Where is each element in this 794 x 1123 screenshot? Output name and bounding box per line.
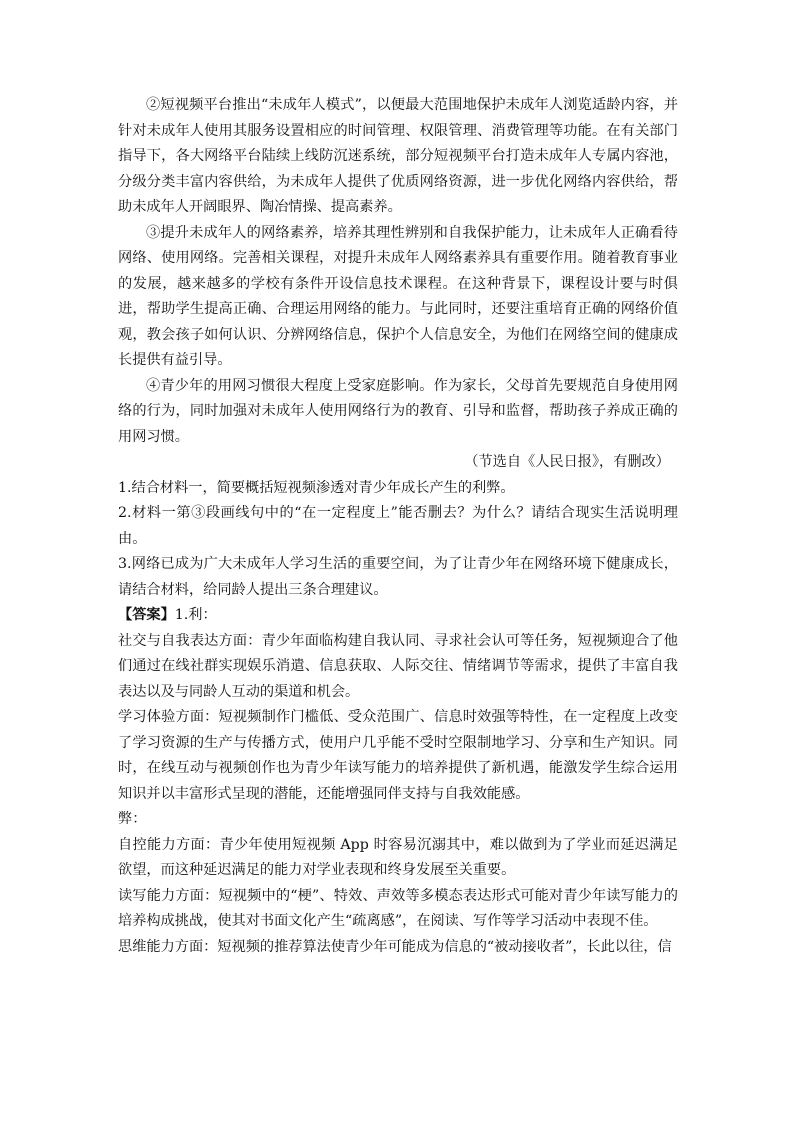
question-3: 3.网络已成为广大未成年人学习生活的重要空间，为了让青少年在网络环境下健康成长，请结合材料，给同龄人提出三条合理建议。	[118, 556, 678, 598]
answer-reading: 读写能力方面：短视频中的“梗”、特效、声效等多模态表达形式可能对青少年读写能力的培养构成挑战，使其对书面文化产生“疏离感”，在阅读、写作等学习活动中表现不佳。	[118, 887, 678, 929]
answer-thinking: 思维能力方面：短视频的推荐算法使青少年可能成为信息的“被动接收者”，长此以往，信	[118, 938, 672, 955]
answer-tag: 【答案】	[118, 607, 175, 623]
answer-harm-heading: 弊：	[118, 811, 147, 827]
paragraph-2: ②短视频平台推出“未成年人模式”，以便最大范围地保护未成年人浏览适龄内容，并针对未成年人使用其服务设置相应的时间管理、权限管理、消费管理等功能。在有关部门指导下，各大网络平台陆续上线防沉迷系统，部分短视频平台打造未成年人专属内容池，分级分类丰富内容供给，为未成年人提供了优质网络资源，进一步优化网络内容供给，帮助未成年人开阔眼界、陶冶情操、提高素养。	[118, 97, 678, 215]
answer-social: 社交与自我表达方面：青少年面临构建自我认同、寻求社会认可等任务，短视频迎合了他们通过在线社群实现娱乐消遣、信息获取、人际交往、情绪调节等需求，提供了丰富自我表达以及与同龄人互动的渠道和机会。	[118, 632, 678, 700]
answer-study: 学习体验方面：短视频制作门槛低、受众范围广、信息时效强等特性，在一定程度上改变了学习资源的生产与传播方式，使用户几乎能不受时空限制地学习、分享和生产知识。同时，在线互动与视频创作也为青少年读写能力的培养提供了新机遇，能激发学生综合运用知识并以丰富形式呈现的潜能，还能增强同伴支持与自我效能感。	[118, 709, 678, 802]
answer-header	[118, 603, 678, 629]
answer-self-control: 自控能力方面：青少年使用短视频 App 时容易沉溺其中，难以做到为了学业而延迟满足欲望，而这种延迟满足的能力对学业表现和终身发展至关重要。	[118, 836, 678, 878]
paragraph-3: ③提升未成年人的网络素养，培养其理性辨别和自我保护能力，让未成年人正确看待网络、使用网络。完善相关课程，对提升未成年人网络素养具有重要作用。随着教育事业的发展，越来越多的学校有条件开设信息技术课程。在这种背景下，课程设计要与时俱进，帮助学生提高正确、合理运用网络的能力。与此同时，还要注重培育正确的网络价值观，教会孩子如何认识、分辨网络信息，保护个人信息安全，为他们在网络空间的健康成长提供有益引导。	[118, 224, 678, 368]
question-2: 2.材料一第③段画线句中的“在一定程度上”能否删去？为什么？请结合现实生活说明理由。	[118, 505, 678, 547]
source-citation: （节选自《人民日报》，有删改）	[464, 454, 670, 470]
question-1: 1.结合材料一，简要概括短视频渗透对青少年成长产生的利弊。	[118, 479, 515, 496]
answer-lead: 1.利：	[174, 607, 217, 623]
paragraph-4: ④青少年的用网习惯很大程度上受家庭影响。作为家长，父母首先要规范自身使用网络的行为，同时加强对未成年人使用网络行为的教育、引导和监督，帮助孩子养成正确的用网习惯。	[118, 377, 678, 445]
document-page	[118, 93, 678, 960]
